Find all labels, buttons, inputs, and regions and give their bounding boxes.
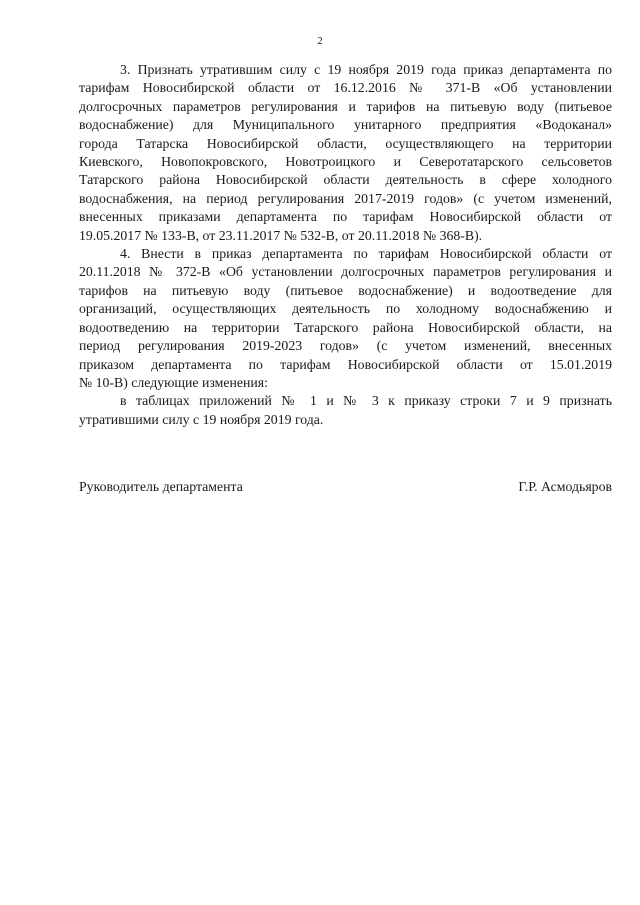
document-body — [79, 61, 612, 429]
paragraph-4 — [79, 245, 612, 392]
paragraph-line: долгосрочных параметров регулирования и тарифов на питьевую воду (питьевое — [79, 98, 612, 114]
paragraph-3 — [79, 61, 612, 245]
page-number: 2 — [317, 35, 323, 47]
paragraph-line: период регулирования 2019-2023 годов» (с учетом изменений, внесенных — [79, 338, 612, 354]
paragraph-line: внесенных приказами департамента по тарифам Новосибирской области от — [79, 209, 612, 225]
paragraph-line: 4. Внести в приказ департамента по тарифам Новосибирской области от — [120, 246, 612, 262]
paragraph-line: в таблицах приложений № 1 и № 3 к приказу строки 7 и 9 признать — [120, 393, 612, 409]
signature-block — [79, 478, 612, 496]
paragraph-line: водоснабжение) для Муниципального унитарного предприятия «Водоканал» — [79, 117, 612, 133]
paragraph-line: водоснабжения, на период регулирования 2017-2019 годов» (с учетом изменений, — [79, 190, 612, 206]
signatory-name: Г.Р. Асмодьяров — [518, 479, 612, 494]
paragraph-line: Киевского, Новопокровского, Новотроицкого и Северотатарского сельсоветов — [79, 154, 612, 170]
paragraph-line: 3. Признать утратившим силу с 19 ноября 2019 года приказ департамента по — [120, 62, 612, 77]
paragraph-line: города Татарска Новосибирской области, осуществляющего на территории — [79, 135, 612, 151]
paragraph-line: тарифов на питьевую воду (питьевое водоснабжение) и водоотведение для — [79, 282, 612, 298]
paragraph-line: 20.11.2018 № 372-В «Об установлении долгосрочных параметров регулирования и — [79, 264, 612, 280]
paragraph-line: № 10-В) следующие изменения: — [79, 374, 268, 390]
paragraph-line: тарифам Новосибирской области от 16.12.2016 № 371-В «Об установлении — [79, 80, 612, 96]
paragraph-line: утратившими силу с 19 ноября 2019 года. — [79, 411, 324, 427]
paragraph-4-subitem — [79, 392, 612, 429]
signatory-role: Руководитель департамента — [79, 479, 243, 494]
paragraph-line: 19.05.2017 № 133-В, от 23.11.2017 № 532-В, от 20.11.2018 № 368-В). — [79, 227, 483, 243]
paragraph-line: водоотведению на территории Татарского района Новосибирской области, на — [79, 319, 612, 335]
paragraph-line: организаций, осуществляющих деятельность по холодному водоснабжению и — [79, 301, 612, 317]
paragraph-line: Татарского района Новосибирской области деятельность в сфере холодного — [79, 172, 612, 188]
paragraph-line: приказом департамента по тарифам Новосибирской области от 15.01.2019 — [79, 356, 612, 372]
